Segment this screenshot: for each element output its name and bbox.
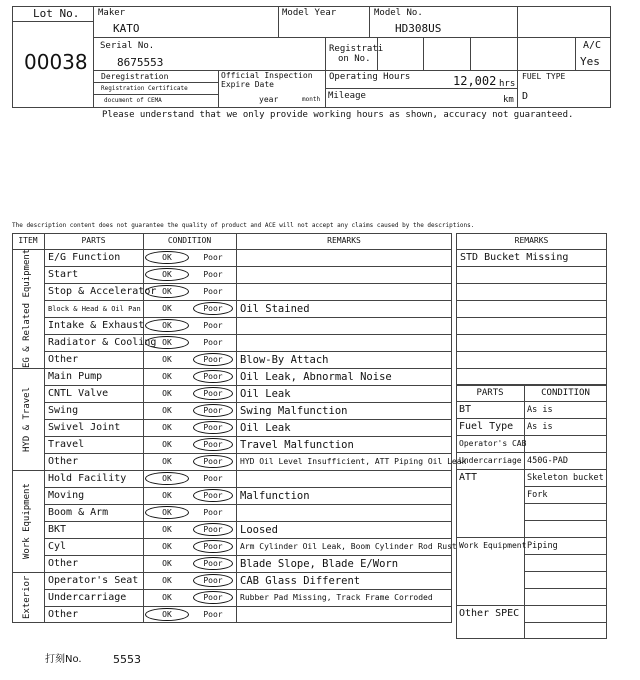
ok-option[interactable]: OK xyxy=(162,321,172,330)
ok-selected-circle xyxy=(145,251,189,264)
spec-condition: As is xyxy=(527,422,553,432)
poor-selected-circle xyxy=(193,421,233,434)
poor-option[interactable]: Poor xyxy=(203,576,223,585)
poor-option[interactable]: Poor xyxy=(203,491,223,500)
ok-option[interactable]: OK xyxy=(162,304,172,313)
operating-hours-value: 12,002 xyxy=(453,74,497,88)
poor-selected-circle xyxy=(193,591,233,604)
poor-selected-circle xyxy=(193,574,233,587)
ok-option[interactable]: OK xyxy=(162,576,172,585)
ok-selected-circle xyxy=(145,506,189,519)
ok-option[interactable]: OK xyxy=(162,440,172,449)
poor-selected-circle xyxy=(193,489,233,502)
fuel-type-value: D xyxy=(522,91,529,102)
remark-text: CAB Glass Different xyxy=(240,575,361,587)
spec-parts-header: PARTS xyxy=(476,388,504,398)
part-label: Stop & Accelerator xyxy=(48,286,157,297)
part-label: E/G Function xyxy=(48,252,121,263)
spec-part: Other SPEC xyxy=(459,608,520,619)
part-label: Other xyxy=(48,558,79,569)
inspection-label-2: Expire Date xyxy=(221,80,274,89)
ok-option[interactable]: OK xyxy=(162,406,172,415)
ok-option[interactable]: OK xyxy=(162,593,172,602)
ac-label: A/C xyxy=(583,40,602,51)
registration-label-2: on No. xyxy=(338,54,371,64)
spec-part: BT xyxy=(459,404,472,415)
part-label: Other xyxy=(48,354,79,365)
ok-option[interactable]: OK xyxy=(162,338,172,347)
remark-text: Oil Leak xyxy=(240,388,291,400)
ok-selected-circle xyxy=(145,472,189,485)
stamp-label: 打刻No. xyxy=(45,654,82,665)
remark-text: Travel Malfunction xyxy=(240,439,354,451)
operating-hours-label: Operating Hours xyxy=(329,72,411,82)
remark-text: Swing Malfunction xyxy=(240,405,348,417)
poor-selected-circle xyxy=(193,302,233,315)
col-parts-header: PARTS xyxy=(81,236,106,245)
part-label: BKT xyxy=(48,524,67,535)
remark-text: Oil Stained xyxy=(240,303,310,315)
poor-option[interactable]: Poor xyxy=(203,542,223,551)
part-label: Radiator & Cooling xyxy=(48,337,157,348)
poor-option[interactable]: Poor xyxy=(203,321,223,330)
part-label: Hold Facility xyxy=(48,473,127,484)
lot-no-value: 00038 xyxy=(24,50,88,74)
remark-text: Rubber Pad Missing, Track Frame Corroded xyxy=(240,593,433,602)
lot-no-label: Lot No. xyxy=(33,7,80,20)
model-no-value: HD308US xyxy=(395,22,442,35)
part-label: Moving xyxy=(48,490,85,501)
poor-option[interactable]: Poor xyxy=(203,474,223,483)
part-label: Swing xyxy=(48,405,79,416)
poor-selected-circle xyxy=(193,404,233,417)
ok-option[interactable]: OK xyxy=(162,525,172,534)
ok-selected-circle xyxy=(145,319,189,332)
poor-option[interactable]: Poor xyxy=(203,287,223,296)
model-year-label: Model Year xyxy=(282,8,337,18)
hours-notice: Please understand that we only provide working hours as shown, accuracy not guaranteed. xyxy=(102,110,574,120)
poor-option[interactable]: Poor xyxy=(203,253,223,262)
ok-selected-circle xyxy=(145,285,189,298)
remark-text: HYD Oil Level Insufficient, ATT Piping Oil Leak xyxy=(240,457,467,466)
part-label: Block & Head & Oil Pan xyxy=(48,305,141,313)
remark-text: Oil Leak, Abnormal Noise xyxy=(240,371,392,383)
ok-selected-circle xyxy=(145,336,189,349)
model-no-label: Model No. xyxy=(374,8,423,18)
poor-option[interactable]: Poor xyxy=(203,372,223,381)
cema-label: document of CEMA xyxy=(104,97,162,104)
spec-part: Work Equipment xyxy=(459,541,527,550)
remark-text: Blow-By Attach xyxy=(240,354,329,366)
spec-condition: 450G-PAD xyxy=(527,456,568,466)
poor-option[interactable]: Poor xyxy=(203,440,223,449)
poor-selected-circle xyxy=(193,455,233,468)
ok-option[interactable]: OK xyxy=(162,491,172,500)
part-label: Cyl xyxy=(48,541,67,552)
registration-cert-label: Registration Certificate xyxy=(101,85,188,92)
part-label: Swivel Joint xyxy=(48,422,121,433)
registration-label-1: Registrati xyxy=(329,44,384,54)
ok-option[interactable]: OK xyxy=(162,508,172,517)
spec-condition: Skeleton bucket xyxy=(527,473,604,483)
remark-text: Oil Leak xyxy=(240,422,291,434)
poor-option[interactable]: Poor xyxy=(203,304,223,313)
poor-option[interactable]: Poor xyxy=(203,389,223,398)
ac-value: Yes xyxy=(580,55,600,68)
ok-option[interactable]: OK xyxy=(162,355,172,364)
poor-option[interactable]: Poor xyxy=(203,525,223,534)
part-label: Start xyxy=(48,269,79,280)
ok-option[interactable]: OK xyxy=(162,457,172,466)
part-label: Operator's Seat xyxy=(48,575,139,586)
poor-option[interactable]: Poor xyxy=(203,355,223,364)
remark-text: Blade Slope, Blade E/Worn xyxy=(240,558,399,570)
hrs-label: hrs xyxy=(499,79,516,89)
ok-option[interactable]: OK xyxy=(162,253,172,262)
ok-option[interactable]: OK xyxy=(162,610,172,619)
spec-part: ATT xyxy=(459,472,478,483)
remark-text: Arm Cylinder Oil Leak, Boom Cylinder Rod Rust xyxy=(240,542,457,551)
group-label: Work Equipment xyxy=(22,483,32,559)
serial-no-label: Serial No. xyxy=(100,41,155,51)
deregistration-label: Deregistration xyxy=(101,72,169,81)
spec-part: Fuel Type xyxy=(459,421,514,432)
part-label: CNTL Valve xyxy=(48,388,109,399)
poor-selected-circle xyxy=(193,523,233,536)
serial-no-value: 8675553 xyxy=(117,56,164,69)
poor-option[interactable]: Poor xyxy=(203,610,223,619)
poor-option[interactable]: Poor xyxy=(203,457,223,466)
spec-part: Undercarriage xyxy=(459,456,522,465)
ok-selected-circle xyxy=(145,608,189,621)
month-label: month xyxy=(302,96,321,103)
poor-option[interactable]: Poor xyxy=(203,406,223,415)
group-label: Exterior xyxy=(22,575,32,620)
stamp-no: 5553 xyxy=(113,653,141,666)
ok-option[interactable]: OK xyxy=(162,474,172,483)
remark-text: Malfunction xyxy=(240,490,310,502)
spec-condition: Fork xyxy=(527,490,548,500)
remarks-title: REMARKS xyxy=(514,236,549,245)
part-label: Undercarriage xyxy=(48,592,127,603)
spec-condition: Piping xyxy=(527,541,558,551)
part-label: Other xyxy=(48,456,79,467)
poor-option[interactable]: Poor xyxy=(203,559,223,568)
maker-label: Maker xyxy=(98,8,126,18)
mileage-label: Mileage xyxy=(328,91,366,101)
spec-condition: As is xyxy=(527,405,553,415)
poor-selected-circle xyxy=(193,438,233,451)
poor-option[interactable]: Poor xyxy=(203,338,223,347)
spec-part: Operator's CAB xyxy=(459,439,527,448)
col-item-header: ITEM xyxy=(18,236,38,245)
ok-option[interactable]: OK xyxy=(162,559,172,568)
poor-selected-circle xyxy=(193,540,233,553)
poor-selected-circle xyxy=(193,387,233,400)
poor-selected-circle xyxy=(193,353,233,366)
maker-value: KATO xyxy=(113,22,140,35)
ok-option[interactable]: OK xyxy=(162,270,172,279)
spec-condition-header: CONDITION xyxy=(541,388,590,398)
part-label: Intake & Exhaust xyxy=(48,320,145,331)
poor-option[interactable]: Poor xyxy=(203,593,223,602)
km-label: km xyxy=(503,95,514,105)
poor-selected-circle xyxy=(193,557,233,570)
part-label: Main Pump xyxy=(48,371,103,382)
ok-option[interactable]: OK xyxy=(162,423,172,432)
ok-option[interactable]: OK xyxy=(162,389,172,398)
poor-selected-circle xyxy=(193,370,233,383)
col-remarks-header: REMARKS xyxy=(327,236,361,245)
group-label: EG & Related Equipment xyxy=(22,248,32,368)
ok-selected-circle xyxy=(145,268,189,281)
group-label: HYD & Travel xyxy=(22,386,32,452)
description-notice: The description content does not guarantee the quality of product and ACE will not accept any claims caused by the descriptions. xyxy=(12,222,475,229)
remark-text: Loosed xyxy=(240,524,278,536)
part-label: Boom & Arm xyxy=(48,507,109,518)
fuel-type-label: FUEL TYPE xyxy=(522,72,566,81)
inspection-label-1: Official Inspection xyxy=(221,71,313,80)
part-label: Travel xyxy=(48,439,85,450)
ok-option[interactable]: OK xyxy=(162,542,172,551)
poor-option[interactable]: Poor xyxy=(203,423,223,432)
col-condition-header: CONDITION xyxy=(167,236,212,245)
ok-option[interactable]: OK xyxy=(162,372,172,381)
poor-option[interactable]: Poor xyxy=(203,508,223,517)
ok-option[interactable]: OK xyxy=(162,287,172,296)
year-label: year xyxy=(259,95,279,104)
part-label: Other xyxy=(48,609,79,620)
poor-option[interactable]: Poor xyxy=(203,270,223,279)
remarks-line: STD Bucket Missing xyxy=(460,252,569,263)
